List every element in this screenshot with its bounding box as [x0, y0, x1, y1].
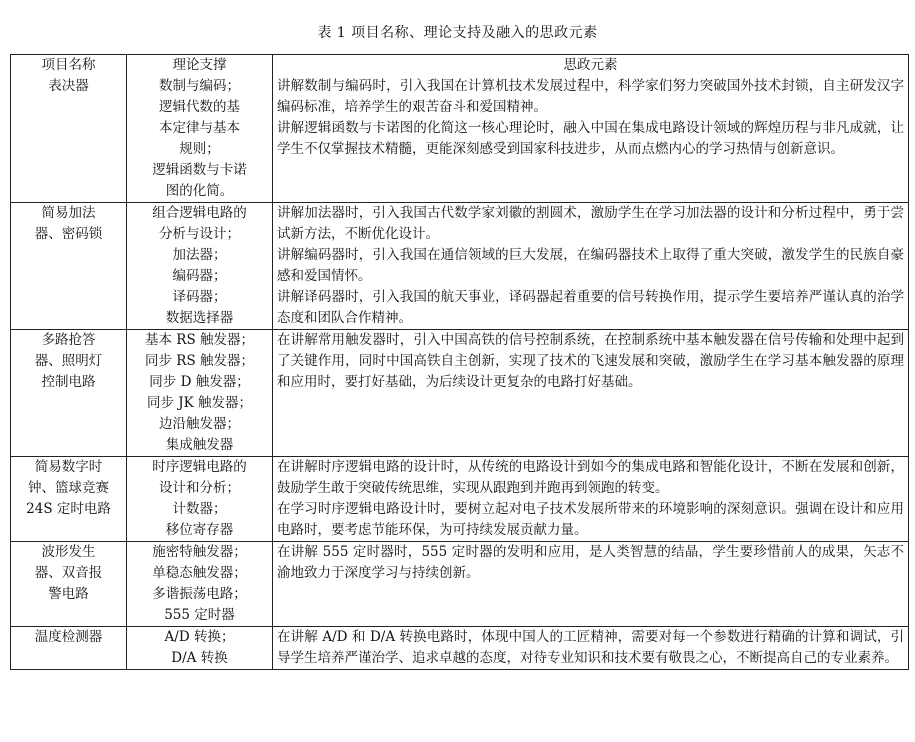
- theory-line: 移位寄存器: [165, 522, 234, 538]
- cell-theory: [127, 542, 273, 627]
- project-name-line: 温度检测器: [34, 629, 103, 645]
- element-paragraph: 在讲解常用触发器时，引入中国高铁的信号控制系统，在控制系统中基本触发器在信号传输和处理中起到了关键作用，同时中国高铁自主创新，实现了技术的飞速发展和突破，激励学生在学习基本触发器的原理和应用时，要打好基础，为后续设计更复杂的电路打好基础。: [277, 332, 904, 390]
- theory-line: 单稳态触发器；: [152, 565, 247, 581]
- header-col2-line: 逻辑函数与卡诺: [152, 162, 247, 178]
- project-name-line: 器、照明灯: [34, 353, 103, 369]
- theory-line: 数据选择器: [165, 310, 234, 326]
- table-row-header: [11, 55, 909, 203]
- project-name-line: 波形发生: [41, 544, 96, 560]
- cell-project-name: [11, 203, 127, 330]
- header-col3-title: 思政元素: [563, 57, 618, 73]
- theory-line: 计数器；: [172, 501, 227, 517]
- cell-elements: [273, 627, 909, 670]
- table-row: [11, 203, 909, 330]
- table-row: [11, 457, 909, 542]
- theory-line: 同步 JK 触发器；: [146, 395, 253, 411]
- theory-line: 时序逻辑电路的: [152, 459, 247, 475]
- table-caption: 表 1 项目名称、理论支持及融入的思政元素: [317, 25, 598, 41]
- cell-project-name: [11, 457, 127, 542]
- element-paragraph: 讲解编码器时，引入我国在通信领域的巨大发展，在编码器技术上取得了重大突破，激发学生的民族自豪感和爱国情怀。: [277, 247, 904, 284]
- theory-line: 编码器；: [172, 268, 227, 284]
- cell-theory: [127, 55, 273, 203]
- project-name-line: 24S 定时电路: [26, 501, 111, 517]
- header-col2-line: 图的化简。: [165, 183, 234, 199]
- theory-line: 加法器；: [172, 247, 227, 263]
- project-name-line: 钟、篮球竞赛: [28, 480, 109, 496]
- theory-line: 边沿触发器；: [159, 416, 240, 432]
- project-name-line: 简易数字时: [34, 459, 103, 475]
- element-paragraph: 在讲解 555 定时器时，555 定时器的发明和应用，是人类智慧的结晶，学生要珍惜前人的成果，矢志不渝地致力于深度学习与持续创新。: [277, 544, 904, 581]
- cell-theory: [127, 457, 273, 542]
- theory-line: 同步 RS 触发器；: [145, 353, 254, 369]
- table-row: [11, 330, 909, 457]
- cell-elements: [273, 203, 909, 330]
- cell-project-name: [11, 330, 127, 457]
- cell-elements: [273, 55, 909, 203]
- project-name-line: 多路抢答: [41, 332, 96, 348]
- header-col2-line: 规则；: [179, 141, 220, 157]
- table-body: [11, 55, 909, 670]
- header-col1-line: 表决器: [48, 78, 89, 94]
- table-row: [11, 627, 909, 670]
- cell-elements: [273, 542, 909, 627]
- table-row: [11, 542, 909, 627]
- cell-theory: [127, 627, 273, 670]
- project-name-line: 警电路: [48, 586, 89, 602]
- header-col2-line: 理论支撑: [172, 57, 227, 73]
- project-name-line: 控制电路: [41, 374, 96, 390]
- theory-line: A/D 转换；: [164, 629, 235, 645]
- cell-project-name: [11, 55, 127, 203]
- theory-line: 555 定时器: [164, 607, 235, 623]
- project-name-line: 器、密码锁: [34, 226, 103, 242]
- element-paragraph: 在讲解 A/D 和 D/A 转换电路时，体现中国人的工匠精神，需要对每一个参数进行精确的计算和调试，引导学生培养严谨治学、追求卓越的态度，对待专业知识和技术要有敬畏之心，不断提高自己的专业素养。: [277, 629, 904, 666]
- theory-line: 多谐振荡电路；: [152, 586, 247, 602]
- theory-line: 同步 D 触发器；: [149, 374, 250, 390]
- header-col1-line: 项目名称: [41, 57, 96, 73]
- cell-theory: [127, 330, 273, 457]
- header-col2-line: 逻辑代数的基: [159, 99, 240, 115]
- header-col2-line: 数制与编码；: [159, 78, 240, 94]
- cell-elements: [273, 457, 909, 542]
- theory-line: 基本 RS 触发器；: [145, 332, 254, 348]
- cell-theory: [127, 203, 273, 330]
- theory-line: 施密特触发器；: [152, 544, 247, 560]
- element-paragraph: 在讲解时序逻辑电路的设计时，从传统的电路设计到如今的集成电路和智能化设计，不断在发展和创新，鼓励学生敢于突破传统思维，实现从跟跑到并跑再到领跑的转变。: [277, 459, 904, 496]
- header-col3-paragraph: 讲解逻辑函数与卡诺图的化简这一核心理论时，融入中国在集成电路设计领域的辉煌历程与非凡成就，让学生不仅掌握技术精髓，更能深刻感受到国家科技进步，从而点燃内心的学习热情与创新意识。: [277, 120, 904, 157]
- theory-line: 分析与设计；: [159, 226, 240, 242]
- element-paragraph: 讲解加法器时，引入我国古代数学家刘徽的割圆术，激励学生在学习加法器的设计和分析过程中，勇于尝试新方法，不断优化设计。: [277, 205, 904, 242]
- project-name-line: 器、双音报: [34, 565, 103, 581]
- theory-line: 集成触发器: [165, 437, 234, 453]
- project-name-line: 简易加法: [41, 205, 96, 221]
- theory-line: 设计和分析；: [159, 480, 240, 496]
- header-col2-line: 本定律与基本: [159, 120, 240, 136]
- ideology-elements-table: [10, 54, 909, 670]
- theory-line: 译码器；: [172, 289, 227, 305]
- element-paragraph: 讲解译码器时，引入我国的航天事业，译码器起着重要的信号转换作用，提示学生要培养严谨认真的治学态度和团队合作精神。: [277, 289, 904, 326]
- header-col3-paragraph: 讲解数制与编码时，引入我国在计算机技术发展过程中，科学家们努力突破国外技术封锁，自主研发汉字编码标准，培养学生的艰苦奋斗和爱国精神。: [277, 78, 904, 115]
- cell-project-name: [11, 627, 127, 670]
- theory-line: 组合逻辑电路的: [152, 205, 247, 221]
- element-paragraph: 在学习时序逻辑电路设计时，要树立起对电子技术发展所带来的环境影响的深刻意识。强调在设计和应用电路时，要考虑节能环保，为可持续发展贡献力量。: [277, 501, 904, 538]
- cell-project-name: [11, 542, 127, 627]
- theory-line: D/A 转换: [171, 650, 228, 666]
- cell-elements: [273, 330, 909, 457]
